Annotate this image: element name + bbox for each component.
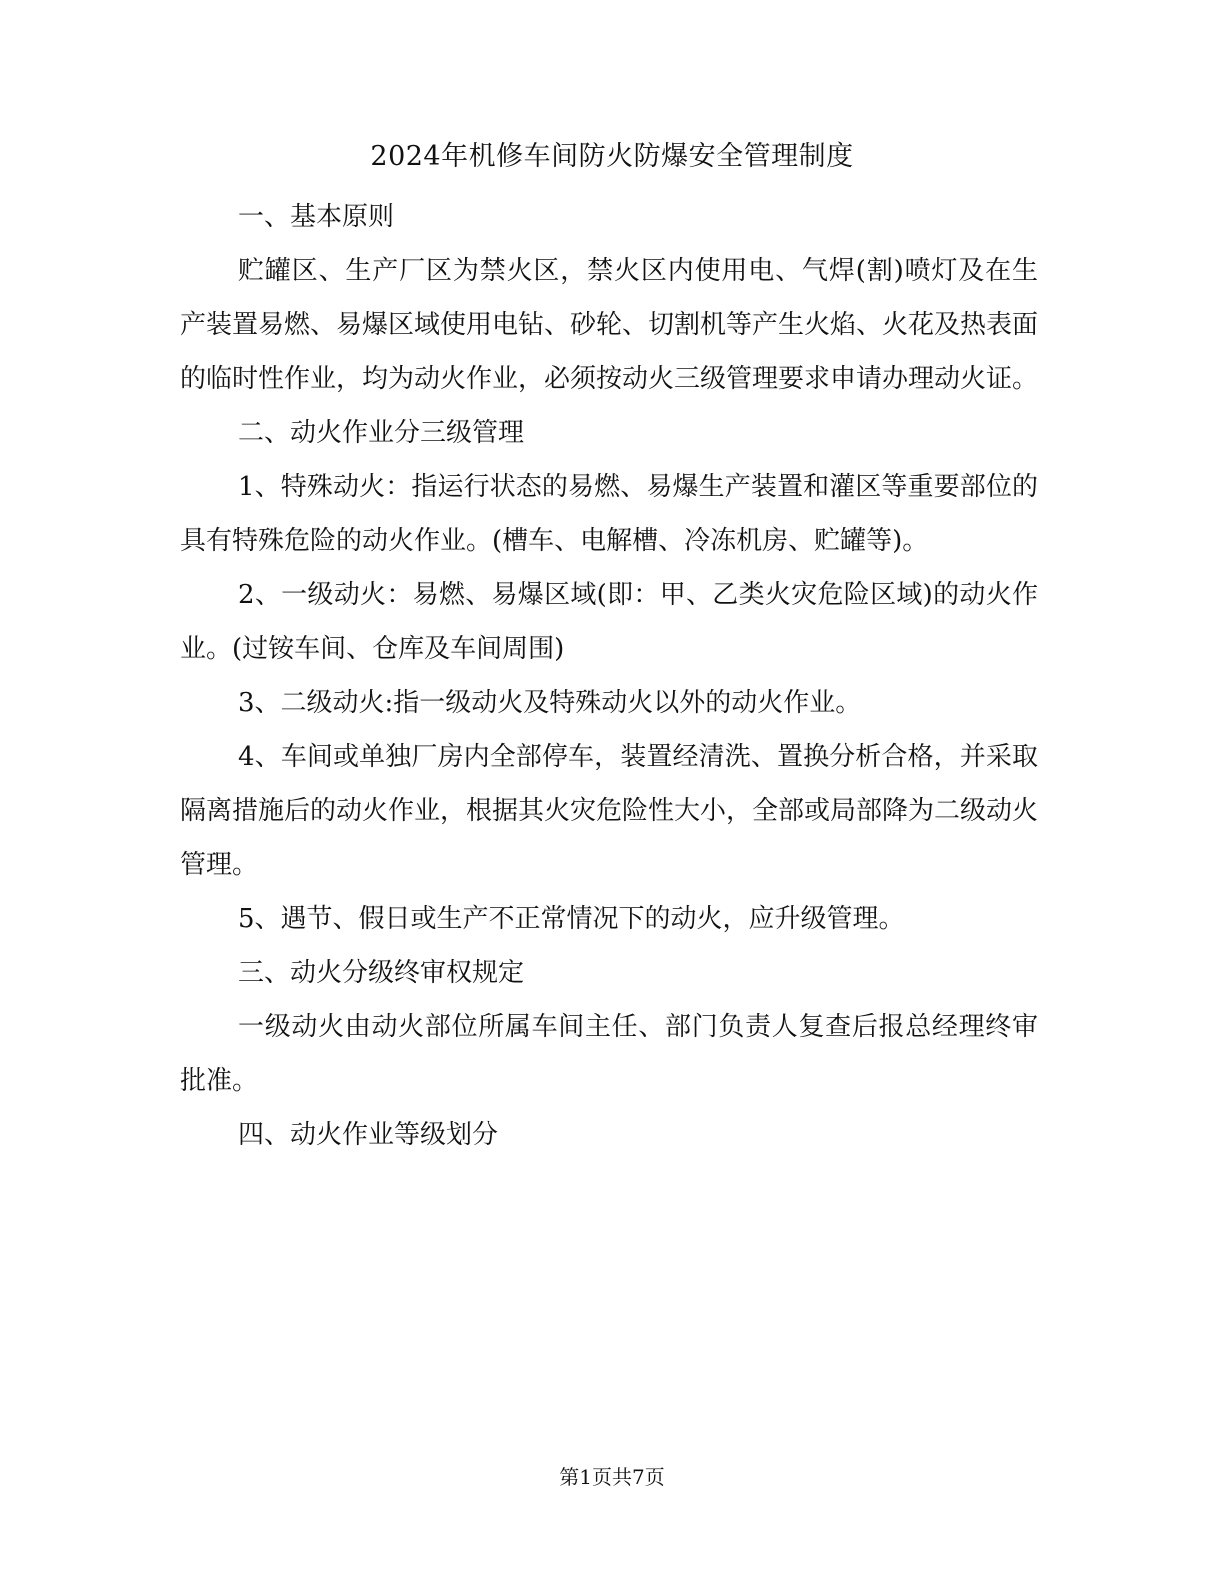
document-title: 2024年机修车间防火防爆安全管理制度 bbox=[370, 141, 854, 172]
section-heading-3: 三、动火分级终审权规定 bbox=[238, 958, 525, 988]
paragraph-downgrade-rule: 4、车间或单独厂房内全部停车，装置经清洗、置换分析合格，并采取隔离措施后的动火作业，根据其火灾危险性大小，全部或局部降为二级动火管理。 bbox=[180, 742, 1039, 880]
document-body bbox=[180, 190, 1038, 1162]
paragraph-level-two-fire: 3、二级动火:指一级动火及特殊动火以外的动火作业。 bbox=[238, 688, 862, 718]
paragraph-basic-principle: 贮罐区、生产厂区为禁火区，禁火区内使用电、气焊(割)喷灯及在生产装置易燃、易爆区域使用电钻、砂轮、切割机等产生火焰、火花及热表面的临时性作业，均为动火作业，必须按动火三级管理要求申请办理动火证。 bbox=[180, 256, 1039, 394]
paragraph-upgrade-rule: 5、遇节、假日或生产不正常情况下的动火，应升级管理。 bbox=[238, 904, 905, 934]
paragraph-approval-authority: 一级动火由动火部位所属车间主任、部门负责人复查后报总经理终审批准。 bbox=[180, 1012, 1038, 1096]
section-heading-2: 二、动火作业分三级管理 bbox=[238, 418, 525, 448]
paragraph-level-one-fire: 2、一级动火：易燃、易爆区域(即：甲、乙类火灾危险区域)的动火作业。(过铵车间、仓库及车间周围) bbox=[180, 580, 1038, 664]
page-number: 第1页共7页 bbox=[559, 1465, 665, 1489]
section-heading-1: 一、基本原则 bbox=[238, 202, 395, 232]
section-heading-4: 四、动火作业等级划分 bbox=[238, 1120, 499, 1150]
paragraph-special-fire: 1、特殊动火：指运行状态的易燃、易爆生产装置和灌区等重要部位的具有特殊危险的动火作业。(槽车、电解槽、冷冻机房、贮罐等)。 bbox=[180, 472, 1038, 556]
